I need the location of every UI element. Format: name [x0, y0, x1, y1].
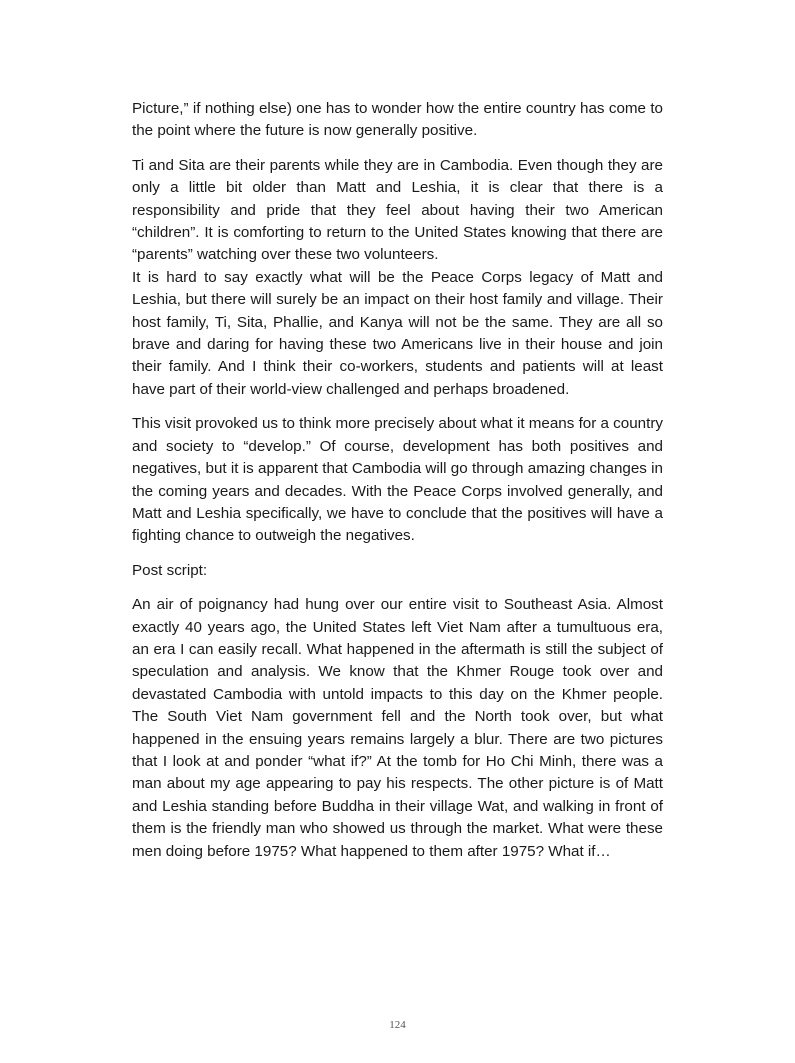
paragraph-intro-continuation: Picture,” if nothing else) one has to wonder how the entire country has come to the point where the future is now generally positive. [132, 100, 663, 140]
paragraph-peace-corps-legacy: It is hard to say exactly what will be the Peace Corps legacy of Matt and Leshia, but there will surely be an impact on their host family and village. Their host family, Ti, Sita, Phallie, and Kanya will not be the same. They are all so brave and daring for having these two Americans live in their house and join their family. And I think their co-workers, students and patients will at least have part of their world-view challenged and perhaps broadened. [132, 268, 663, 398]
paragraph-post-script: An air of poignancy had hung over our entire visit to Southeast Asia. Almost exactly 40 years ago, the United States left Viet Nam after a tumultuous era, an era I can easily recall. What happened in the aftermath is still the subject of speculation and analysis. We know that the Khmer Rouge took over and devastated Cambodia with untold impacts to this day on the Khmer people. The South Viet Nam government fell and the North took over, but what happened in the ensuing years remains largely a blur. There are two pictures that I look at and ponder “what if?” At the tomb for Ho Chi Minh, there was a man about my age appearing to pay his respects. The other picture is of Matt and Leshia standing before Buddha in their village Wat, and walking in front of them is the friendly man who showed us through the market. What were these men doing before 1975? What happened to them after 1975? What if… [132, 596, 663, 860]
paragraph-host-parents: Ti and Sita are their parents while they are in Cambodia. Even though they are only a little bit older than Matt and Leshia, it is clear that there is a responsibility and pride that they feel about having their two American “children”. It is comforting to return to the United States knowing that there are “parents” watching over these two volunteers. [132, 156, 663, 264]
page-body [132, 98, 663, 875]
page-number: 124 [389, 1019, 406, 1031]
paragraph-development: This visit provoked us to think more precisely about what it means for a country and society to “develop.” Of course, development has both positives and negatives, but it is apparent that Cambodia will go through amazing changes in the coming years and decades. With the Peace Corps involved generally, and Matt and Leshia specifically, we have to conclude that the positives will have a fighting chance to outweigh the negatives. [132, 415, 663, 545]
post-script-heading: Post script: [132, 561, 208, 579]
